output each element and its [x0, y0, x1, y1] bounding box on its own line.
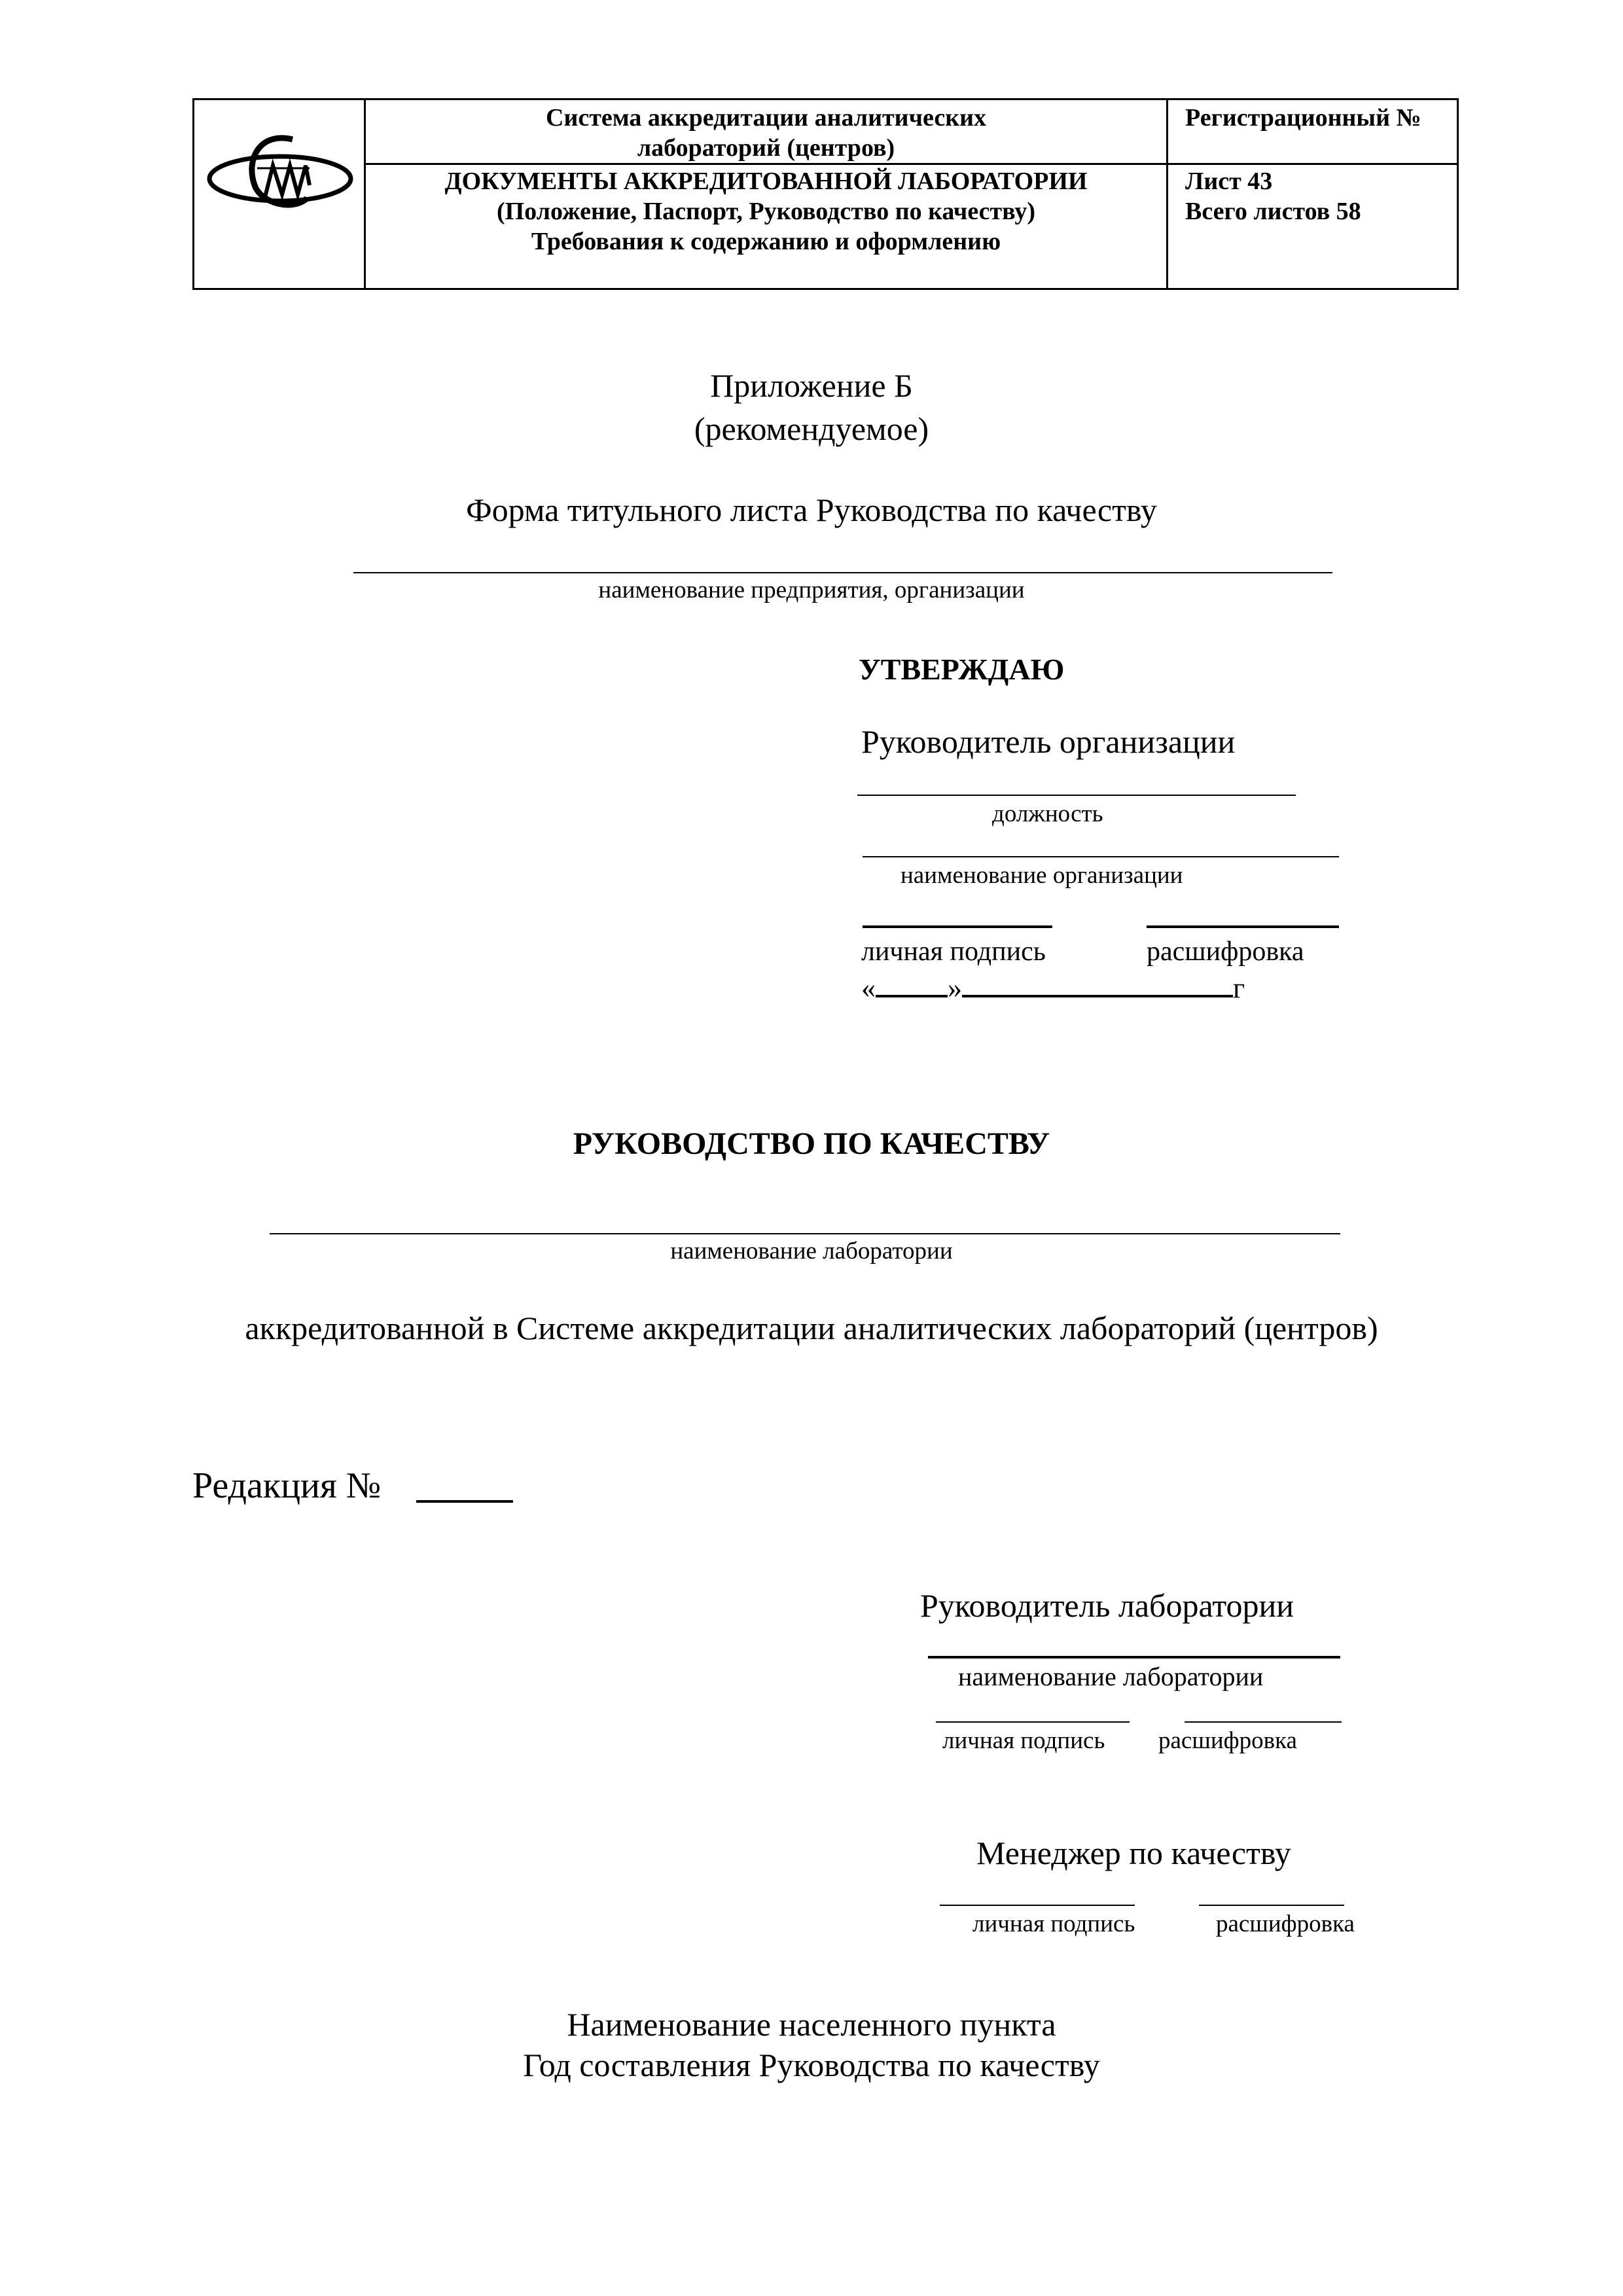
approve-decoding-caption: расшифровка: [1147, 937, 1304, 967]
date-day-blank: [876, 971, 948, 997]
enterprise-line: [353, 572, 1332, 573]
registration-label: Регистрационный №: [1185, 104, 1421, 132]
approve-date: [861, 971, 1245, 1005]
doc-subtitle-1: (Положение, Паспорт, Руководство по качеству): [496, 198, 1036, 225]
system-name-cell: [365, 99, 1168, 164]
position-caption: должность: [992, 800, 1103, 827]
date-open-quote: «: [861, 972, 876, 1004]
laboratory-line: [270, 1233, 1340, 1234]
qm-signature-line: [940, 1905, 1135, 1906]
lab-head-role: Руководитель лаборатории: [920, 1587, 1294, 1624]
registration-cell: [1168, 99, 1458, 164]
accreditation-logo-icon: [194, 100, 366, 285]
qm-signature-caption: личная подпись: [972, 1910, 1135, 1937]
appendix-subtitle: (рекомендуемое): [694, 410, 929, 447]
doc-title: ДОКУМЕНТЫ АККРЕДИТОВАННОЙ ЛАБОРАТОРИИ: [444, 168, 1088, 195]
document-header: [192, 98, 1459, 290]
qm-decoding-line: [1199, 1905, 1344, 1906]
date-month-year-blank: [962, 971, 1233, 997]
approve-decoding-line: [1147, 925, 1339, 928]
sheet-cell: [1168, 164, 1458, 289]
logo-cell: [194, 99, 365, 289]
lab-head-decoding-caption: расшифровка: [1158, 1727, 1297, 1754]
laboratory-caption: наименование лаборатории: [670, 1238, 953, 1265]
lab-head-signature-caption: личная подпись: [942, 1727, 1105, 1754]
sheets-total: Всего листов 58: [1185, 198, 1361, 225]
approve-signature-caption: личная подпись: [861, 937, 1046, 967]
doc-title-cell: [365, 164, 1168, 289]
organization-caption: наименование организации: [901, 862, 1183, 889]
system-name-line2: лабораторий (центров): [637, 134, 895, 162]
approve-signature-line: [863, 925, 1052, 928]
form-title: Форма титульного листа Руководства по качеству: [466, 492, 1157, 528]
lab-head-lab-caption: наименование лаборатории: [958, 1662, 1264, 1691]
enterprise-caption: наименование предприятия, организации: [598, 577, 1025, 603]
approve-role: Руководитель организации: [861, 723, 1236, 760]
manual-title: РУКОВОДСТВО ПО КАЧЕСТВУ: [573, 1126, 1050, 1161]
lab-head-name-line: [928, 1656, 1340, 1659]
quality-manager-role: Менеджер по качеству: [976, 1835, 1291, 1871]
compilation-year: Год составления Руководства по качеству: [523, 2047, 1100, 2083]
lab-head-signature-line: [936, 1721, 1130, 1723]
locality-name: Наименование населенного пункта: [567, 2006, 1056, 2043]
position-line: [857, 795, 1296, 796]
edition-label: Редакция №: [192, 1465, 382, 1506]
lab-head-decoding-line: [1185, 1721, 1342, 1723]
edition-number-line: [416, 1500, 513, 1503]
qm-decoding-caption: расшифровка: [1216, 1910, 1355, 1937]
doc-subtitle-2: Требования к содержанию и оформлению: [531, 228, 1001, 255]
accredited-text: аккредитованной в Системе аккредитации аналитических лабораторий (центров): [245, 1310, 1378, 1346]
date-year-suffix: г: [1233, 972, 1245, 1004]
system-name-line1: Система аккредитации аналитических: [546, 104, 986, 132]
appendix-title: Приложение Б: [710, 367, 913, 404]
date-close-quote: »: [948, 972, 962, 1004]
organization-line: [863, 856, 1339, 857]
approve-heading: УТВЕРЖДАЮ: [859, 653, 1065, 686]
sheet-number: Лист 43: [1185, 168, 1273, 195]
